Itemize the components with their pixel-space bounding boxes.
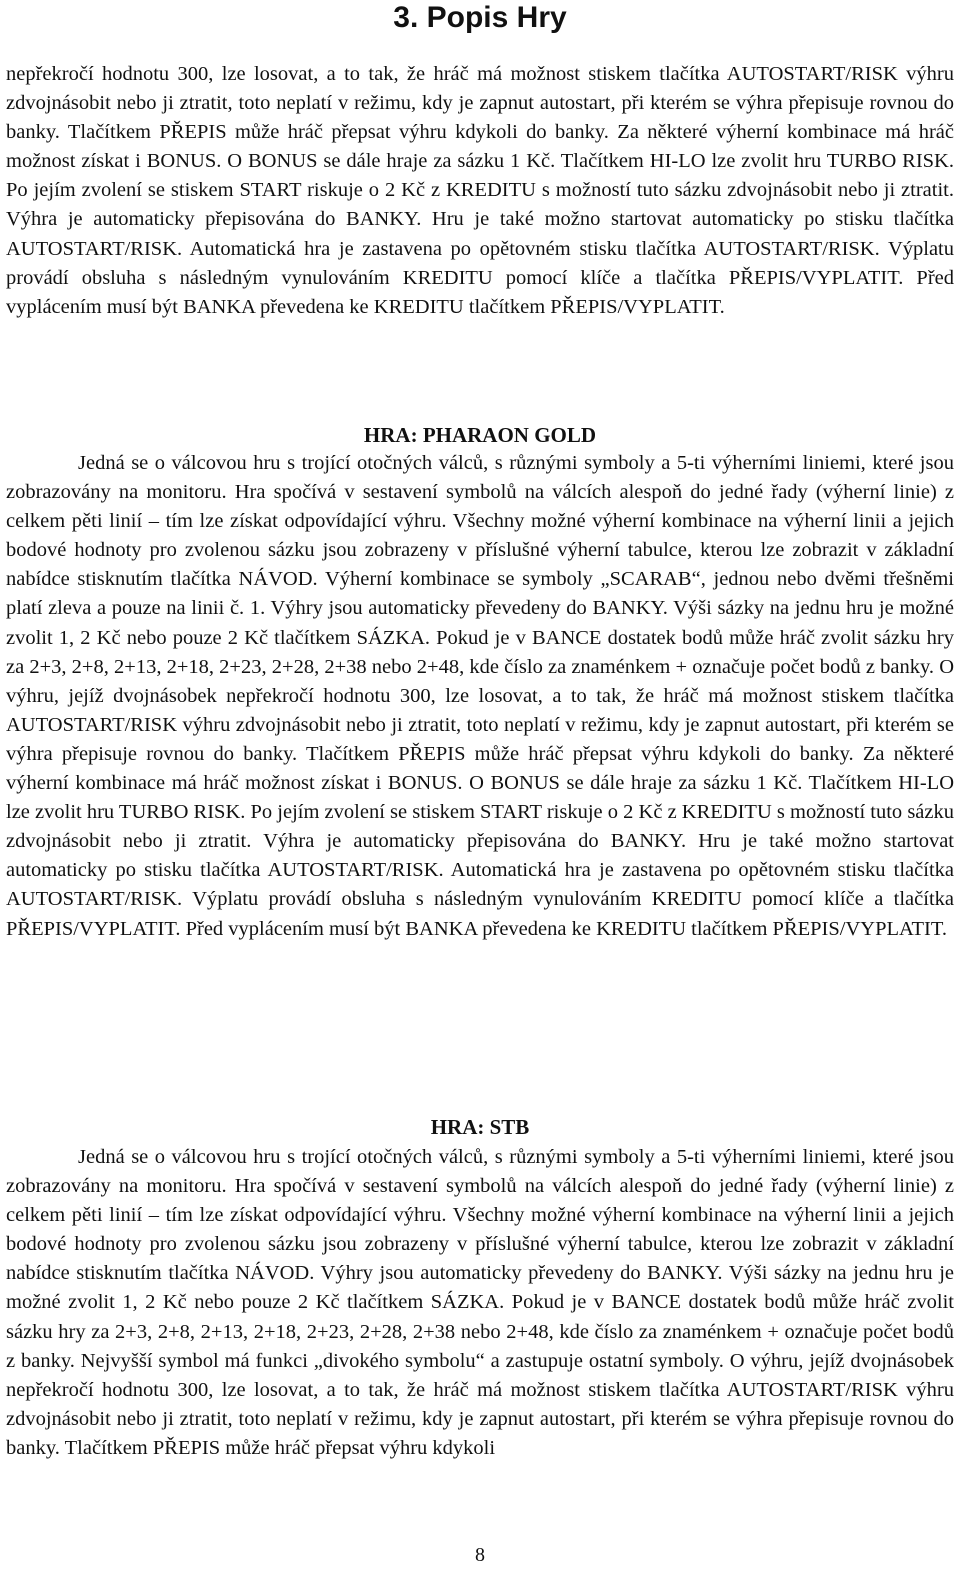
section-paragraph-pharaon-gold: Jedná se o válcovou hru s trojící otočných válců, s různými symboly a 5-ti výherními liniemi, které jsou zobrazovány na monitoru. Hra spočívá v sestavení symbolů na válcích alespoň do jedné řady (výherní linie) z celkem pěti linií – tím lze získat odpovídající výhru. Všechny možné výherní kombinace na výherní linii a jejich bodové hodnoty pro zvolenou sázku jsou zobrazeny v příslušné výherní tabulce, kterou lze zobrazit v základní nabídce stisknutím tlačítka NÁVOD. Výherní kombinace se symboly „SCARAB“, jednou nebo dvěmi třešněmi platí zleva a pouze na linii č. 1. Výhry jsou automaticky převedeny do BANKY. Výši sázky na jednu hru je možné zvolit 1, 2 Kč nebo pouze 2 Kč tlačítkem SÁZKA. Pokud je v BANCE dostatek bodů může hráč zvolit sázku hry za 2+3, 2+8, 2+13, 2+18, 2+23, 2+28, 2+38 nebo 2+48, kde číslo za znaménkem + označuje počet bodů z banky. O výhru, jejíž dvojnásobek nepřekročí hodnotu 300, lze losovat, a to tak, že hráč má možnost stiskem tlačítka AUTOSTART/RISK výhru zdvojnásobit nebo ji ztratit, toto neplatí v režimu, kdy je zapnut autostart, při kterém se výhra přepisuje rovnou do banky. Tlačítkem PŘEPIS může hráč přepsat výhru kdykoli do banky. Za některé výherní kombinace má hráč možnost získat i BONUS. O BONUS se dále hraje za sázku 1 Kč. Tlačítkem HI-LO lze zvolit hru TURBO RISK. Po jejím zvolení se stiskem START riskuje o 2 Kč z KREDITU s možností tuto sázku zdvojnásobit nebo ji ztratit. Výhra je automaticky přepisována do BANKY. Hru je také možno startovat automaticky po stisku tlačítka AUTOSTART/RISK. Automatická hra je zastavena po opětovném stisku tlačítka AUTOSTART/RISK. Výplatu provádí obsluha s následným vynulováním KREDITU pomocí klíče a tlačítka PŘEPIS/VYPLATIT. Před vyplácením musí být BANKA převedena ke KREDITU tlačítkem PŘEPIS/VYPLATIT.	[6, 452, 954, 940]
page-number: 8	[475, 1544, 485, 1566]
section-heading-stb: HRA: STB	[430, 1115, 530, 1139]
page-title: 3. Popis Hry	[393, 1, 567, 34]
section-heading-pharaon-gold: HRA: PHARAON GOLD	[363, 423, 597, 447]
intro-paragraph: nepřekročí hodnotu 300, lze losovat, a to tak, že hráč má možnost stiskem tlačítka AUTOSTART/RISK výhru zdvojnásobit nebo ji ztratit, toto neplatí v režimu, kdy je zapnut autostart, při kterém se výhra přepisuje rovnou do banky. Tlačítkem PŘEPIS může hráč přepsat výhru kdykoli do banky. Za některé výherní kombinace má hráč možnost získat i BONUS. O BONUS se dále hraje za sázku 1 Kč. Tlačítkem HI-LO lze zvolit hru TURBO RISK. Po jejím zvolení se stiskem START riskuje o 2 Kč z KREDITU s možností tuto sázku zdvojnásobit nebo ji ztratit. Výhra je automaticky přepisována do BANKY. Hru je také možno startovat automaticky po stisku tlačítka AUTOSTART/RISK. Automatická hra je zastavena po opětovném stisku tlačítka AUTOSTART/RISK. Výplatu provádí obsluha s následným vynulováním KREDITU pomocí klíče a tlačítka PŘEPIS/VYPLATIT. Před vyplácením musí být BANKA převedena ke KREDITU tlačítkem PŘEPIS/VYPLATIT.	[6, 63, 954, 318]
section-paragraph-stb: Jedná se o válcovou hru s trojící otočných válců, s různými symboly a 5-ti výherními liniemi, které jsou zobrazovány na monitoru. Hra spočívá v sestavení symbolů na válcích alespoň do jedné řady (výherní linie) z celkem pěti linií – tím lze získat odpovídající výhru. Všechny možné výherní kombinace na výherní linii a jejich bodové hodnoty pro zvolenou sázku jsou zobrazeny v příslušné výherní tabulce, kterou lze zobrazit v základní nabídce stisknutím tlačítka NÁVOD. Výhry jsou automaticky převedeny do BANKY. Výši sázky na jednu hru je možné zvolit 1, 2 Kč nebo pouze 2 Kč tlačítkem SÁZKA. Pokud je v BANCE dostatek bodů může hráč zvolit sázku hry za 2+3, 2+8, 2+13, 2+18, 2+23, 2+28, 2+38 nebo 2+48, kde číslo za znaménkem + označuje počet bodů z banky. Nejvyšší symbol má funkci „divokého symbolu“ a zastupuje ostatní symboly. O výhru, jejíž dvojnásobek nepřekročí hodnotu 300, lze losovat, a to tak, že hráč má možnost stiskem tlačítka AUTOSTART/RISK výhru zdvojnásobit nebo ji ztratit, toto neplatí v režimu, kdy je zapnut autostart, při kterém se výhra přepisuje rovnou do banky. Tlačítkem PŘEPIS může hráč přepsat výhru kdykoli	[6, 1146, 954, 1459]
